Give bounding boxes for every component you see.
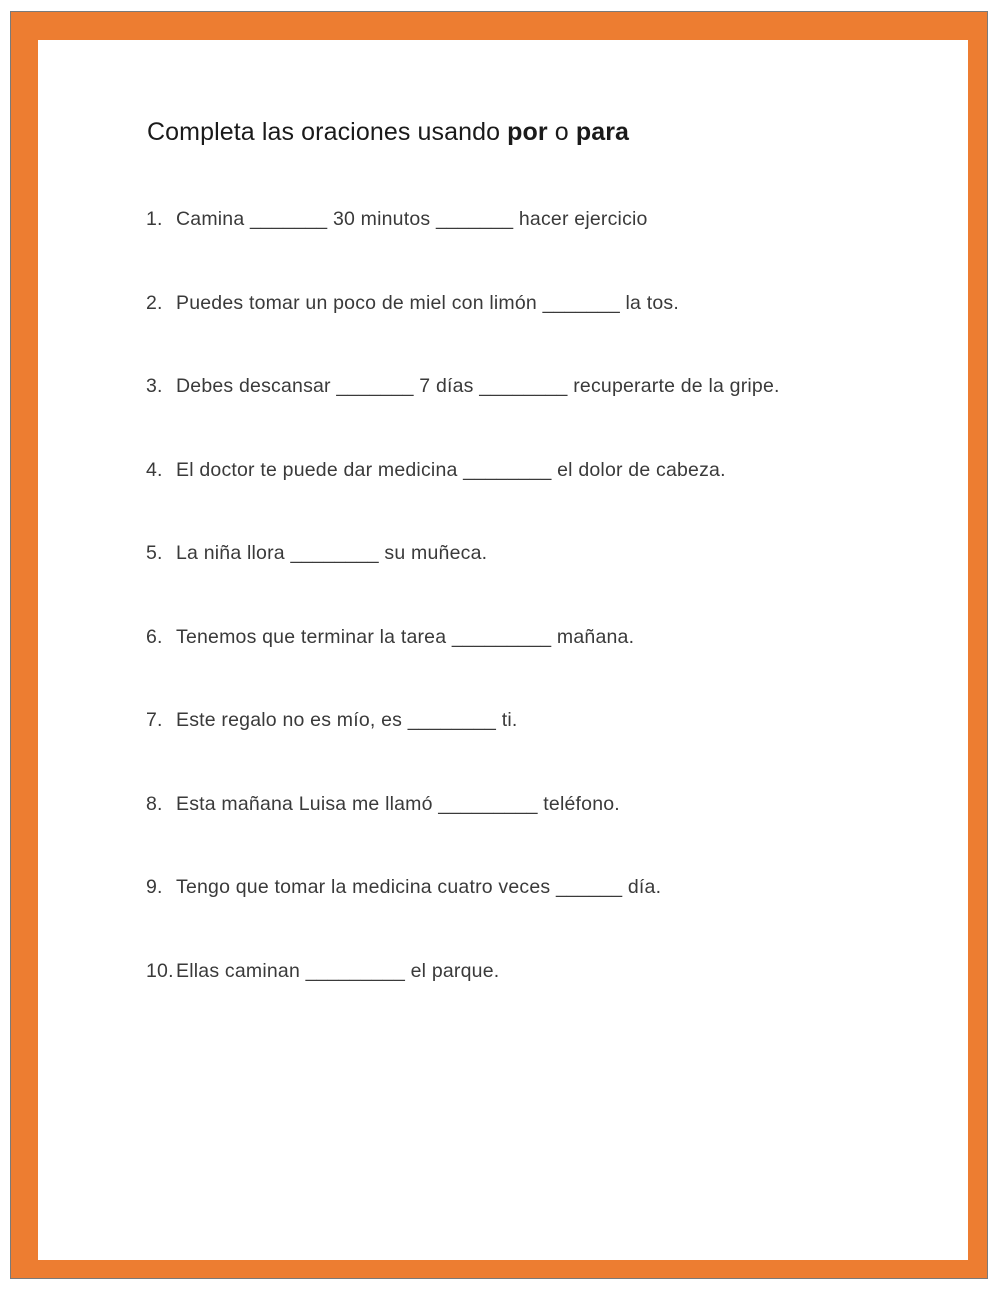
- worksheet-title: [147, 118, 629, 147]
- question-3: [146, 375, 780, 398]
- question-number: 6.: [146, 626, 163, 648]
- question-text: Este regalo no es mío, es ________ ti.: [176, 709, 518, 731]
- question-text: Camina _______ 30 minutos _______ hacer ejercicio: [176, 208, 648, 230]
- question-number: 3.: [146, 375, 163, 397]
- question-number: 5.: [146, 542, 163, 564]
- title-keyword-para: para: [575, 118, 630, 146]
- question-8: [146, 793, 620, 816]
- question-text: La niña llora ________ su muñeca.: [176, 542, 488, 564]
- question-9: [146, 876, 661, 899]
- question-7: [146, 709, 517, 732]
- question-4: [146, 459, 726, 482]
- question-number: 7.: [146, 709, 163, 731]
- title-keyword-por: por: [507, 118, 548, 146]
- question-6: [146, 626, 634, 649]
- question-number: 4.: [146, 459, 163, 481]
- title-connector: o: [547, 118, 576, 146]
- question-text: Debes descansar _______ 7 días ________ recuperarte de la gripe.: [176, 375, 780, 397]
- title-text: Completa las oraciones usando: [147, 118, 508, 146]
- question-text: Esta mañana Luisa me llamó _________ teléfono.: [176, 793, 620, 815]
- question-10: [146, 960, 499, 983]
- question-1: [146, 208, 648, 231]
- question-text: Tenemos que terminar la tarea _________ mañana.: [176, 626, 635, 648]
- question-text: Ellas caminan _________ el parque.: [176, 960, 500, 982]
- question-text: Tengo que tomar la medicina cuatro veces ______ día.: [176, 876, 662, 898]
- question-number: 1.: [146, 208, 163, 230]
- question-number: 8.: [146, 793, 163, 815]
- question-text: Puedes tomar un poco de miel con limón _______ la tos.: [176, 292, 679, 314]
- question-number: 10.: [146, 960, 174, 982]
- question-5: [146, 542, 487, 565]
- question-text: El doctor te puede dar medicina ________ el dolor de cabeza.: [176, 459, 726, 481]
- question-number: 2.: [146, 292, 163, 314]
- question-2: [146, 292, 679, 315]
- question-number: 9.: [146, 876, 163, 898]
